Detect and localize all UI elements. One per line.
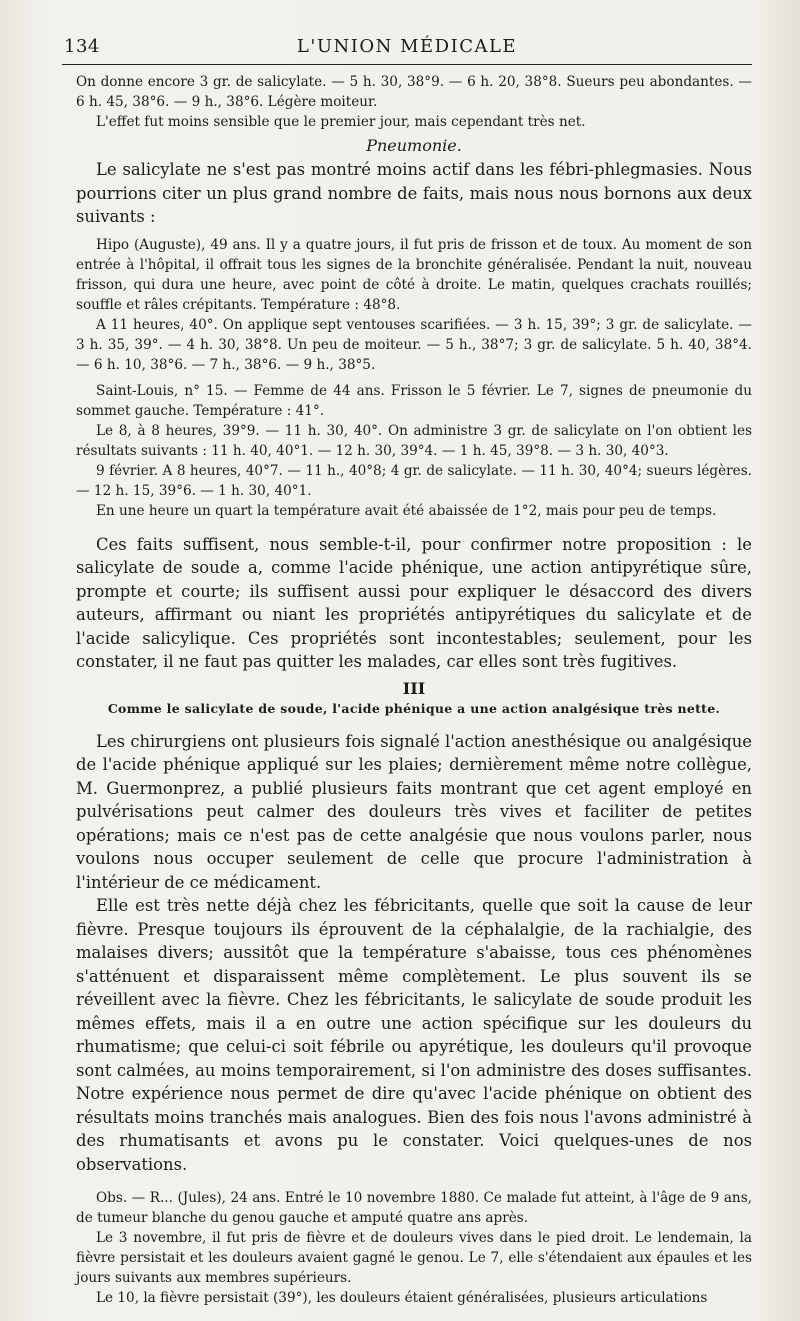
case-hipo-readings: A 11 heures, 40°. On applique sept ventouses scarifiées. — 3 h. 15, 39°; 3 gr. de salicylate. — 3 h. 35, 39°. — 4 h. 30, 38°8. Un peu de moiteur. — 5 h., 38°7; 3 gr. de salicylate. 5 h. 40, 38°4. — 6 h. 10, 38°6. — 7 h., 38°6. — 9 h., 38°5.	[76, 316, 752, 373]
paragraph-effect-note: L'effet fut moins sensible que le premier jour, mais cependant très net.	[96, 114, 586, 130]
text-body	[76, 72, 752, 1308]
observation-nov-3: Le 3 novembre, il fut pris de fièvre et de douleurs vives dans le pied droit. Le lendemain, la fièvre persistait et les douleurs avaient gagné le genou. Le 7, elle s'étendaient aux épaules et les jours suivants aux membres supérieurs.	[76, 1230, 752, 1286]
section-subtitle: Comme le salicylate de soude, l'acide phénique a une action analgésique très nette.	[107, 700, 721, 716]
paragraph-fever-readings: On donne encore 3 gr. de salicylate. — 5 h. 30, 38°9. — 6 h. 20, 38°8. Sueurs peu abondantes. — 6 h. 45, 38°6. — 9 h., 38°6. Légère moiteur.	[76, 74, 752, 110]
section-title-pneumonie: Pneumonie.	[366, 136, 462, 155]
observation-nov-10: Le 10, la fièvre persistait (39°), les douleurs étaient généralisées, plusieurs articulations	[96, 1290, 708, 1306]
case-saint-louis-day8: Le 8, à 8 heures, 39°9. — 11 h. 30, 40°. On administre 3 gr. de salicylate on l'on obtient les résultats suivants : 11 h. 40, 40°1. — 12 h. 30, 39°4. — 1 h. 45, 39°8. — 3 h. 30, 40°3.	[76, 422, 752, 459]
case-saint-louis-day9: 9 février. A 8 heures, 40°7. — 11 h., 40°8; 4 gr. de salicylate. — 11 h. 30, 40°4; sueurs légères. — 12 h. 15, 39°6. — 1 h. 30, 40°1.	[76, 462, 752, 499]
section-numeral: III	[402, 678, 426, 698]
paragraph-conclusion: Ces faits suffisent, nous semble-t-il, pour confirmer notre proposition : le salicylate de soude a, comme l'acide phénique, une action antipyrétique sûre, prompte et courte; ils suffisent aussi pour expliquer le désaccord des divers auteurs, affirmant ou niant les propriétés antipyrétiques du salicylate et de l'acide salicylique. Ces propriétés sont incontestables; seulement, pour les constater, il ne faut pas quitter les malades, car elles sont très fugitives.	[76, 534, 752, 671]
case-saint-louis-summary: En une heure un quart la température avait été abaissée de 1°2, mais pour peu de temps.	[96, 502, 717, 519]
running-header	[62, 30, 752, 65]
paragraph-febrile-patients: Elle est très nette déjà chez les fébricitants, quelle que soit la cause de leur fièvre. Presque toujours ils éprouvent de la céphalalgie, de la rachialgie, des malaises divers; aussitôt que la température s'abaisse, tous ces phénomènes s'atténuent et disparaissent même complètement. Le plus souvent ils se réveillent avec la fièvre. Chez les fébricitants, le salicylate de soude produit les mêmes effets, mais il a en outre une action spécifique sur les douleurs du rhumatisme; que celui-ci soit fébrile ou apyrétique, les douleurs qu'il provoque sont calmées, au moins temporairement, si l'on administre des doses suffisantes. Notre expérience nous permet de dire qu'avec l'acide phénique on obtient des résultats moins tranchés mais analogues. Bien des fois nous l'avons administré à des rhumatisants et avons pu le constater. Voici quelques-unes de nos observations.	[76, 896, 752, 1174]
page-number: 134	[64, 36, 100, 57]
observation-intro: Obs. — R... (Jules), 24 ans. Entré le 10 novembre 1880. Ce malade fut atteint, à l'âge de 9 ans, de tumeur blanche du genou gauche et amputé quatre ans après.	[76, 1190, 752, 1226]
running-title: L'UNION MÉDICALE	[296, 36, 518, 57]
paragraph-surgeons: Les chirurgiens ont plusieurs fois signalé l'action anesthésique ou analgésique de l'acide phénique appliqué sur les plaies; dernièrement même notre collègue, M. Guermonprez, a publié plusieurs faits montrant que cet agent employé en pulvérisations peut calmer des douleurs très vives et faciliter de petites opérations; mais ce n'est pas de cette analgésie que nous voulons parler, nous voulons nous occuper seulement de celle que procure l'administration à l'intérieur de ce médicament.	[76, 731, 752, 892]
paragraph-pneumonie-intro: Le salicylate ne s'est pas montré moins actif dans les fébri-phlegmasies. Nous pourrions citer un plus grand nombre de faits, mais nous nous bornons aux deux suivants :	[76, 160, 752, 226]
case-saint-louis-history: Saint-Louis, n° 15. — Femme de 44 ans. Frisson le 5 février. Le 7, signes de pneumonie du sommet gauche. Température : 41°.	[76, 382, 752, 419]
case-hipo-history: Hipo (Auguste), 49 ans. Il y a quatre jours, il fut pris de frisson et de toux. Au moment de son entrée à l'hôpital, il offrait tous les signes de la bronchite généralisée. Pendant la nuit, nouveau frisson, qui dura une heure, avec point de côté à droite. Le matin, quelques crachats rouillés; souffle et râles crépitants. Température : 48°8.	[76, 236, 752, 313]
